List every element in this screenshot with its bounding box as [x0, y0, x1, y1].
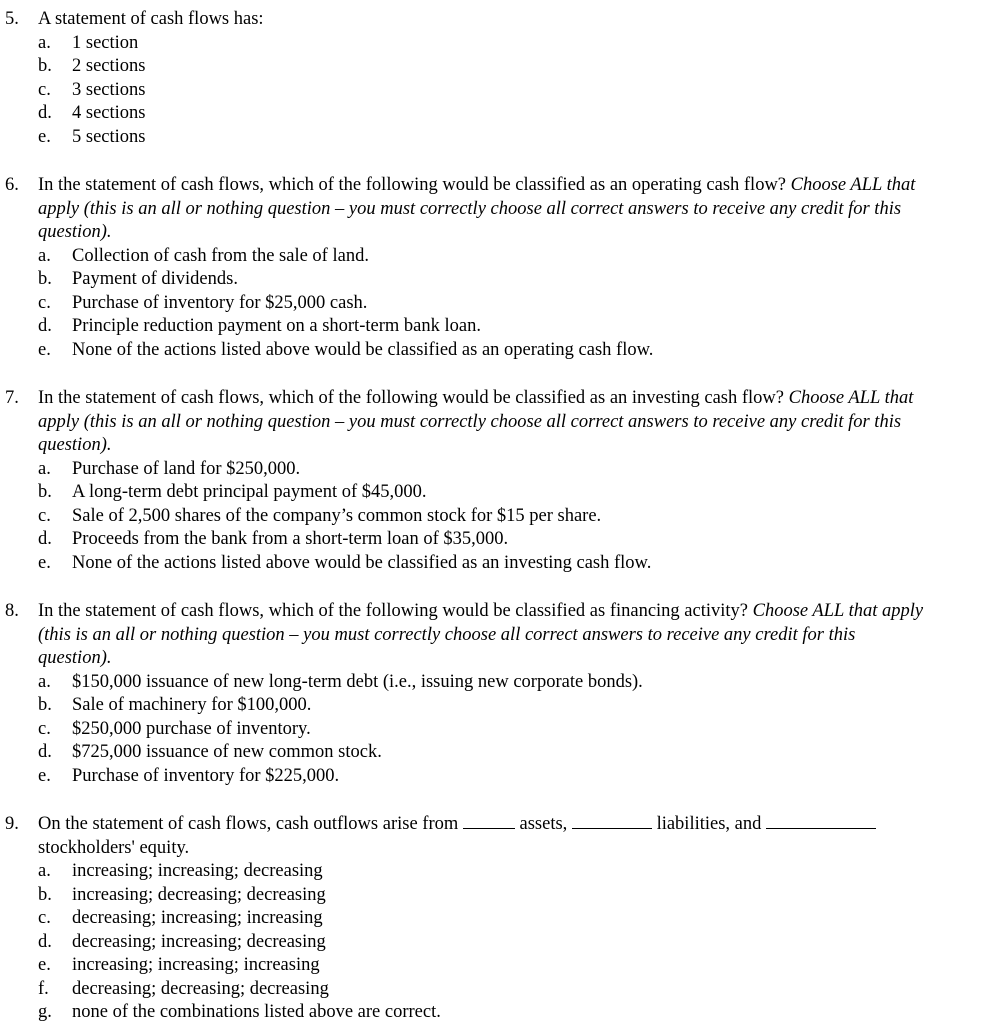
option-text: Purchase of inventory for $225,000.	[72, 765, 340, 786]
question-8	[0, 600, 986, 788]
question-number: 6.	[5, 175, 19, 195]
option-e[interactable]	[38, 339, 932, 363]
options-list	[38, 245, 932, 363]
option-letter: c.	[38, 908, 51, 928]
option-b[interactable]	[38, 55, 932, 79]
option-text: 2 sections	[72, 56, 146, 76]
question-stem: A statement of cash flows has:	[38, 9, 264, 29]
option-text: increasing; increasing; increasing	[72, 955, 320, 975]
answer-blank	[463, 814, 515, 829]
option-a[interactable]	[38, 860, 932, 884]
option-text: 4 sections	[72, 103, 146, 123]
question-7	[0, 387, 986, 575]
option-letter: e.	[38, 126, 51, 147]
option-a[interactable]	[38, 245, 932, 269]
option-e[interactable]	[38, 954, 932, 978]
option-letter: d.	[38, 103, 52, 123]
question-9	[0, 813, 986, 1025]
option-letter: d.	[38, 316, 52, 336]
option-c[interactable]	[38, 718, 932, 742]
option-text: none of the combinations listed above are correct.	[72, 1002, 441, 1022]
option-text: 3 sections	[72, 79, 146, 100]
option-letter: c.	[38, 718, 51, 739]
option-d[interactable]	[38, 931, 932, 955]
option-b[interactable]	[38, 481, 932, 505]
answer-blank	[766, 814, 876, 829]
option-d[interactable]	[38, 741, 932, 765]
question-stem	[38, 387, 932, 458]
option-text: None of the actions listed above would be classified as an investing cash flow.	[72, 552, 652, 573]
option-b[interactable]	[38, 884, 932, 908]
option-text: $150,000 issuance of new long-term debt (i.e., issuing new corporate bonds).	[72, 671, 643, 692]
question-stem-text: In the statement of cash flows, which of the following would be classified as an investing cash flow?	[38, 388, 784, 408]
option-c[interactable]	[38, 505, 932, 529]
question-stem-part: liabilities, and	[656, 814, 762, 834]
option-letter: b.	[38, 269, 52, 289]
option-text: None of the actions listed above would be classified as an operating cash flow.	[72, 339, 654, 360]
option-text: Proceeds from the bank from a short-term loan of $35,000.	[72, 529, 509, 549]
option-letter: b.	[38, 482, 52, 502]
option-letter: d.	[38, 742, 52, 762]
option-letter: b.	[38, 56, 52, 76]
option-text: Sale of 2,500 shares of the company’s common stock for $15 per share.	[72, 505, 602, 526]
option-text: Sale of machinery for $100,000.	[72, 695, 312, 715]
option-a[interactable]	[38, 671, 932, 695]
option-letter: a.	[38, 245, 51, 266]
option-g[interactable]	[38, 1001, 932, 1025]
option-letter: d.	[38, 529, 52, 549]
option-b[interactable]	[38, 268, 932, 292]
question-stem-part: assets,	[519, 814, 568, 834]
option-d[interactable]	[38, 528, 932, 552]
question-6	[0, 174, 986, 362]
options-list	[38, 32, 932, 150]
question-stem-part: stockholders' equity.	[38, 837, 190, 858]
options-list	[38, 458, 932, 576]
option-letter: b.	[38, 695, 52, 715]
option-c[interactable]	[38, 292, 932, 316]
option-d[interactable]	[38, 315, 932, 339]
option-c[interactable]	[38, 907, 932, 931]
options-list	[38, 671, 932, 789]
option-letter: g.	[38, 1002, 52, 1022]
question-number: 7.	[5, 388, 19, 408]
question-5	[0, 8, 986, 149]
question-instruction: Choose ALL that apply (this is an all or nothing question – you must correctly choose all correct answers to receive any credit for this question).	[38, 175, 916, 242]
option-text: $725,000 issuance of new common stock.	[72, 742, 382, 762]
option-e[interactable]	[38, 552, 932, 576]
option-text: decreasing; increasing; decreasing	[72, 931, 326, 952]
question-stem	[38, 813, 932, 860]
option-letter: a.	[38, 861, 51, 881]
option-text: A long-term debt principal payment of $45,000.	[72, 482, 427, 502]
option-text: Purchase of land for $250,000.	[72, 458, 301, 479]
question-instruction: Choose ALL that apply (this is an all or nothing question – you must correctly choose all correct answers to receive any credit for this question).	[38, 388, 914, 455]
option-e[interactable]	[38, 126, 932, 150]
question-stem	[38, 600, 932, 671]
option-c[interactable]	[38, 79, 932, 103]
option-letter: a.	[38, 32, 51, 53]
option-text: $250,000 purchase of inventory.	[72, 718, 311, 739]
options-list	[38, 860, 932, 1025]
question-instruction: Choose ALL that apply (this is an all or nothing question – you must correctly choose all correct answers to receive any credit for this question).	[38, 601, 924, 668]
option-text: decreasing; increasing; increasing	[72, 908, 323, 928]
question-number: 5.	[5, 9, 19, 29]
option-letter: d.	[38, 931, 52, 952]
option-text: increasing; increasing; decreasing	[72, 861, 323, 881]
option-a[interactable]	[38, 458, 932, 482]
question-stem	[38, 174, 932, 245]
option-letter: e.	[38, 339, 51, 360]
option-text: increasing; decreasing; decreasing	[72, 884, 326, 905]
option-a[interactable]	[38, 32, 932, 56]
option-d[interactable]	[38, 102, 932, 126]
option-letter: c.	[38, 79, 51, 100]
question-stem-part: On the statement of cash flows, cash outflows arise from	[38, 814, 459, 834]
option-letter: e.	[38, 552, 51, 573]
option-text: Payment of dividends.	[72, 269, 238, 289]
option-letter: c.	[38, 292, 51, 313]
option-text: decreasing; decreasing; decreasing	[72, 978, 329, 999]
option-text: Collection of cash from the sale of land.	[72, 245, 369, 266]
option-letter: e.	[38, 765, 51, 786]
option-letter: e.	[38, 955, 51, 975]
answer-blank	[572, 814, 652, 829]
option-letter: f.	[38, 978, 49, 999]
question-number: 9.	[5, 814, 19, 834]
quiz-page	[0, 4, 986, 1025]
question-stem-text: In the statement of cash flows, which of the following would be classified as an operating cash flow?	[38, 175, 787, 195]
question-stem-text: In the statement of cash flows, which of the following would be classified as financing activity?	[38, 601, 749, 621]
option-text: Purchase of inventory for $25,000 cash.	[72, 292, 368, 313]
option-f[interactable]	[38, 978, 932, 1002]
option-letter: b.	[38, 884, 52, 905]
option-text: Principle reduction payment on a short-term bank loan.	[72, 316, 481, 336]
option-letter: a.	[38, 671, 51, 692]
question-number: 8.	[5, 601, 19, 621]
option-e[interactable]	[38, 765, 932, 789]
option-b[interactable]	[38, 694, 932, 718]
option-letter: c.	[38, 505, 51, 526]
option-text: 5 sections	[72, 126, 146, 147]
option-text: 1 section	[72, 32, 139, 53]
option-letter: a.	[38, 458, 51, 479]
